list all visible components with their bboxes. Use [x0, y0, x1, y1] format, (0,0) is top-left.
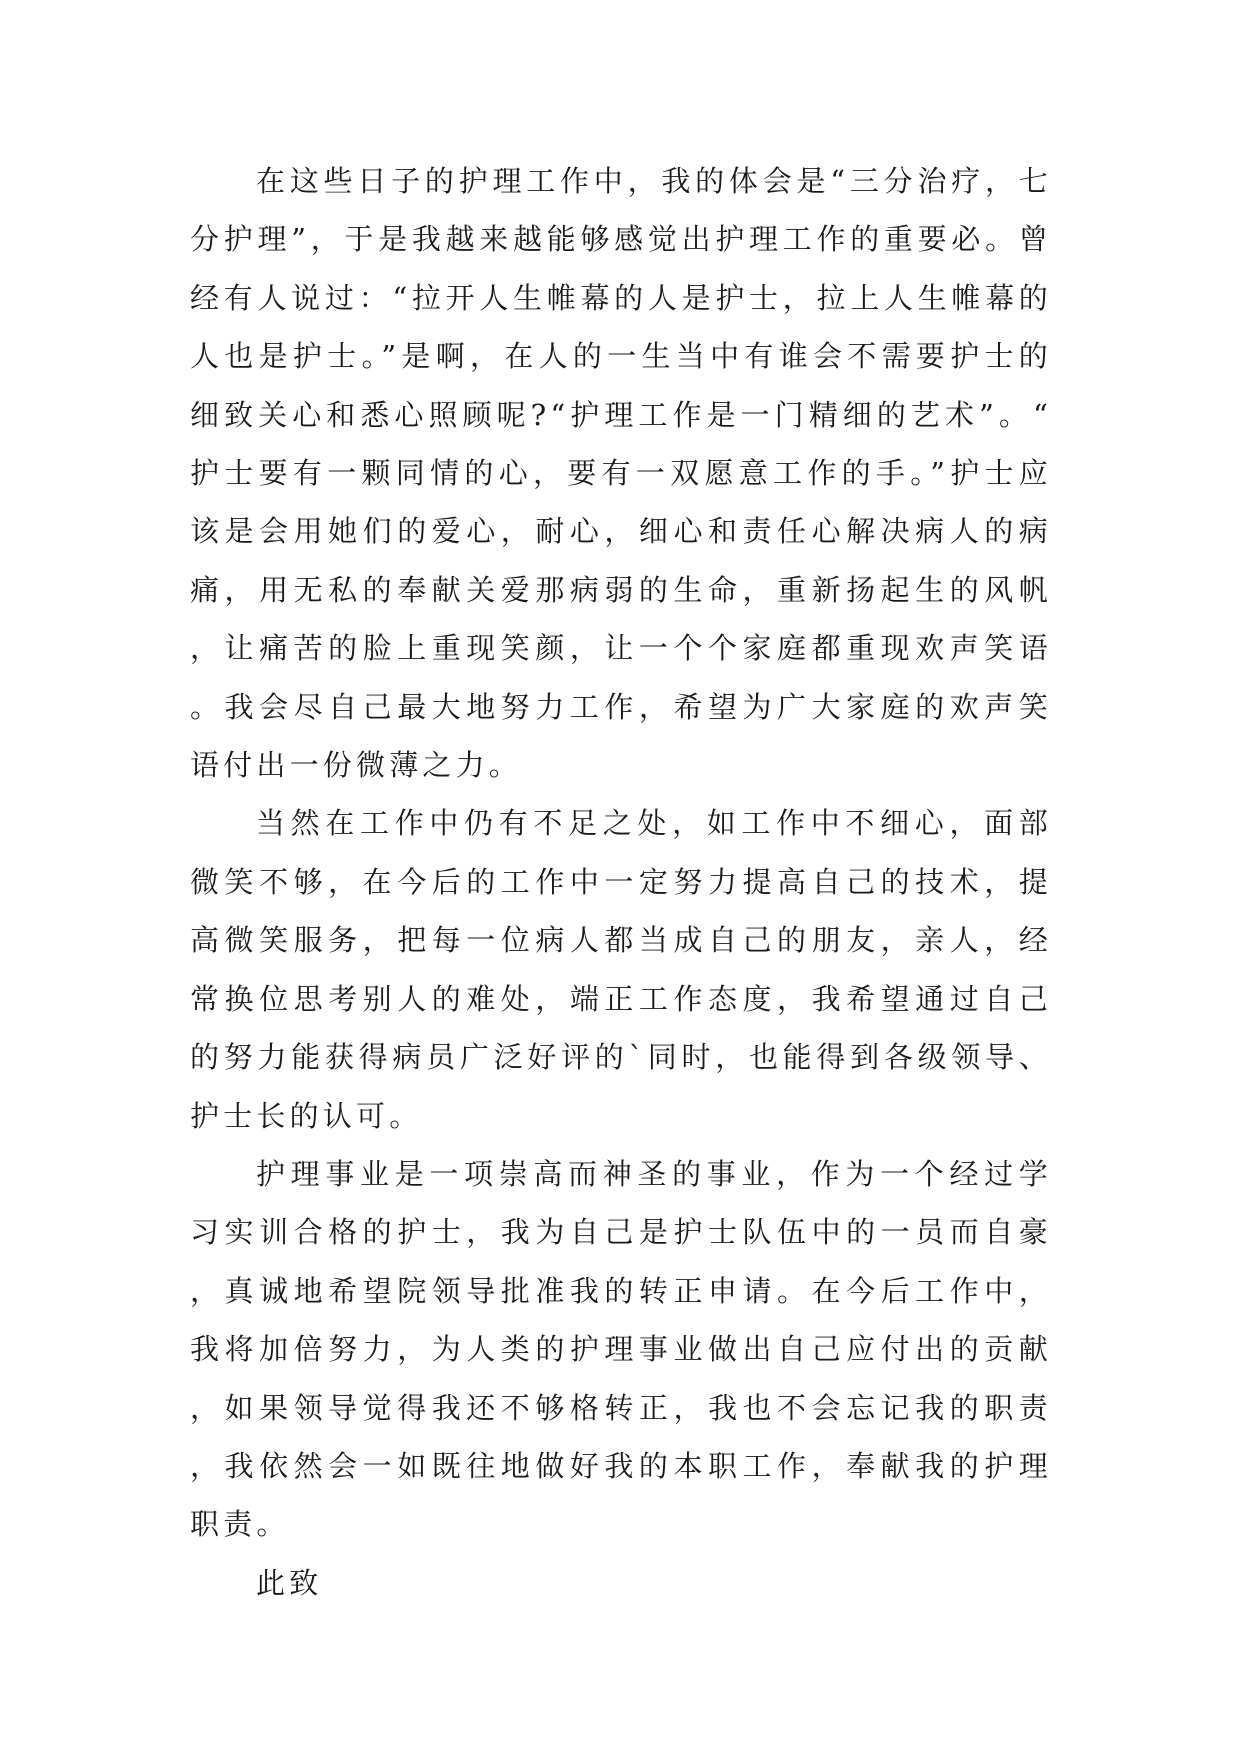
- closing-salutation: 此致: [256, 1565, 323, 1600]
- paragraph-shortcomings: 当然在工作中仍有不足之处，如工作中不细心，面部微笑不够，在今后的工作中一定努力提高自己的技术，提高微笑服务，把每一位病人都当成自己的朋友，亲人，经常换位思考别人的难处，端正工作态度，我希望通过自己的努力能获得病员广泛好评的`同时，也能得到各级领导、护士长的认可。: [190, 806, 1052, 1133]
- paragraph-regularization-request: 护理事业是一项崇高而神圣的事业，作为一个经过学习实训合格的护士，我为自己是护士队伍中的一员而自豪，真诚地希望院领导批准我的转正申请。在今后工作中，我将加倍努力，为人类的护理事业做出自己应付出的贡献，如果领导觉得我还不够格转正，我也不会忘记我的职责，我依然会一如既往地做好我的本职工作，奉献我的护理职责。: [190, 1156, 1052, 1542]
- paragraph-nursing-experience: 在这些日子的护理工作中，我的体会是“三分治疗，七分护理”，于是我越来越能够感觉出护理工作的重要必。曾经有人说过：“拉开人生帷幕的人是护士，拉上人生帷幕的人也是护士。”是啊，在人的一生当中有谁会不需要护士的细致关心和悉心照顾呢?“护理工作是一门精细的艺术”。“护士要有一颗同情的心，要有一双愿意工作的手。”护士应该是会用她们的爱心，耐心，细心和责任心解决病人的病痛，用无私的奉献关爱那病弱的生命，重新扬起生的风帆，让痛苦的脸上重现笑颜，让一个个家庭都重现欢声笑语。我会尽自己最大地努力工作，希望为广大家庭的欢声笑语付出一份微薄之力。: [190, 164, 1052, 783]
- document-body: [190, 152, 1052, 1612]
